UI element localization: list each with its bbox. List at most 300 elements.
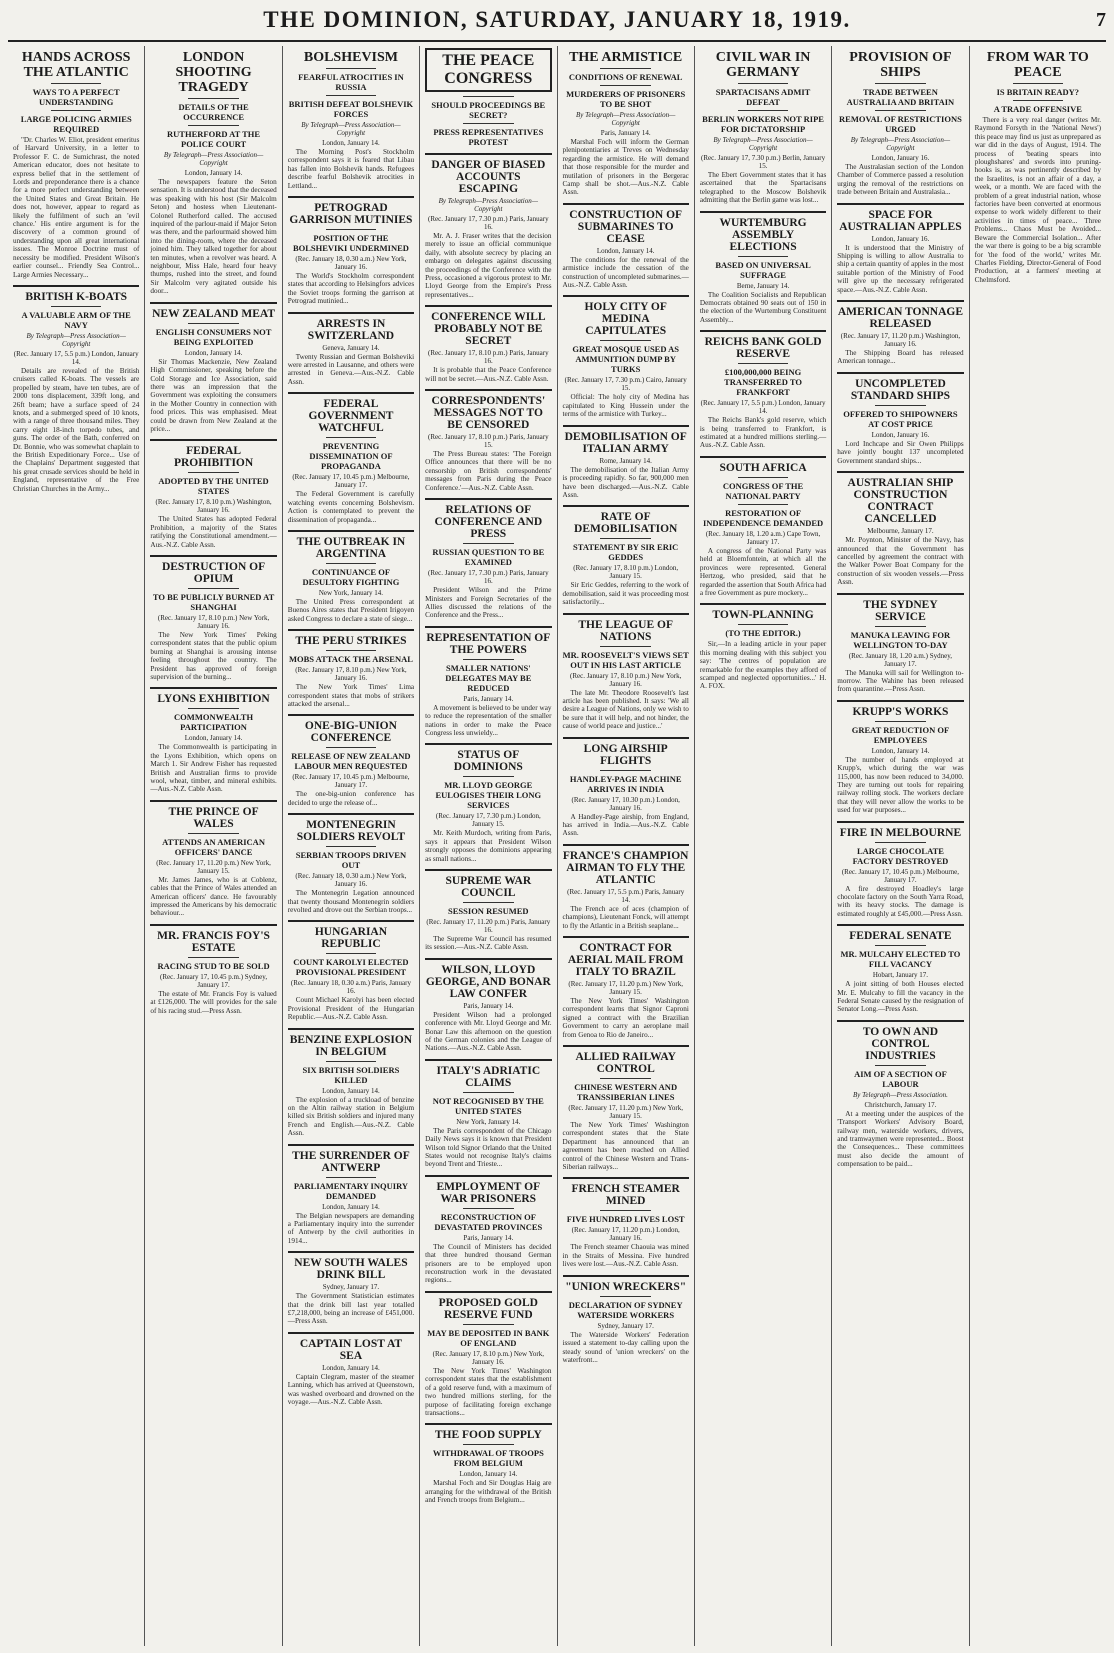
wire-credit: By Telegraph—Press Association—Copyright (301, 121, 401, 137)
story-headline: LONG AIRSHIP FLIGHTS (583, 742, 668, 767)
subhead-rule (188, 125, 239, 126)
story-divider (837, 372, 963, 374)
story-body: The Belgian newspapers are demanding a Parliamentary inquiry into the surrender of Antwerp by the civil authorities in 1914... (287, 1211, 415, 1245)
subhead-rule (326, 95, 377, 96)
story-headline: CONTRACT FOR AERIAL MAIL FROM ITALY TO BRAZIL (567, 942, 684, 978)
news-story (425, 389, 551, 492)
story-dateline: Hobart, January 17. (872, 971, 929, 980)
story-headline: THE OUTBREAK IN ARGENTINA (296, 535, 406, 560)
story-dateline: London, January 14. (459, 1470, 518, 1479)
news-column-2 (145, 46, 282, 1646)
story-dateline: (Rec. January 17, 8.10 p.m.) Paris, January 16. (428, 349, 549, 366)
story-body: A joint sitting of both Houses elected Mr. E. Mulcahy to fill the vacancy in the Federal Senate caused by the resignation of Senator Long.—Press Assn. (837, 980, 964, 1014)
story-body: The one-big-union conference has decided to urge the release of... (287, 790, 415, 807)
story-body: The United Press correspondent at Buenos Aires states that President Irigoyen asked Congress to declare a state of siege... (287, 597, 415, 623)
story-subheadline: RECONSTRUCTION OF DEVASTATED PROVINCES (434, 1211, 543, 1232)
story-subheadline: FIVE HUNDRED LIVES LOST (566, 1214, 685, 1225)
story-dateline: London, January 14. (322, 1363, 380, 1372)
story-dateline: (Rec. January 17, 11.20 p.m.) Washington, January 16. (840, 332, 961, 349)
wire-credit: By Telegraph—Press Association—Copyright (163, 151, 264, 167)
story-dateline: (Rec. January 17, 10.45 p.m.) Melbourne, January 17. (292, 773, 410, 790)
news-story (837, 50, 963, 197)
story-headline: RATE OF DEMOBILISATION (574, 511, 678, 536)
story-dateline: London, January 16. (871, 430, 930, 439)
subhead-rule (326, 1177, 377, 1178)
story-subheadline: RELEASE OF NEW ZEALAND LABOUR MEN REQUESTED (291, 751, 411, 772)
story-headline: MONTENEGRIN SOLDIERS REVOLT (296, 819, 406, 844)
story-body: The Australasian section of the London Chamber of Commerce passed a resolution urging the removal of the restrictions on trade between Britain and Australasia... (837, 163, 964, 197)
story-subheadline: MR. MULCAHY ELECTED TO FILL VACANCY (840, 949, 961, 970)
story-subheadline: HANDLEY-PAGE MACHINE ARRIVES IN INDIA (569, 773, 682, 794)
news-story (700, 603, 826, 690)
story-subheadline: CHINESE WESTERN AND TRANSSIBERIAN LINES (574, 1082, 678, 1103)
story-body: President Wilson had a prolonged conference with Mr. Lloyd George and Mr. Bonar Law this afternoon on the question of the German colonies and the League of Nations.—Aus.-N.Z. Cable Assn. (425, 1010, 552, 1053)
news-column-7 (832, 46, 969, 1646)
story-dateline: (Rec. January 17, 7.30 p.m.) Paris, January 16. (428, 215, 549, 231)
subhead-rule (738, 477, 789, 478)
story-subheadline: ADOPTED BY THE UNITED STATES (158, 476, 269, 497)
story-divider (288, 1144, 414, 1146)
story-dateline: Paris, January 14. (463, 1233, 514, 1242)
story-headline: CONFERENCE WILL PROBABLY NOT BE SECRET (431, 311, 546, 348)
story-subheadline: MANUKA LEAVING FOR WELLINGTON TO-DAY (850, 629, 951, 650)
story-dateline: London, January 14. (596, 246, 655, 255)
story-divider (288, 920, 414, 922)
subhead-rule (188, 588, 239, 589)
story-body: A movement is believed to be under way to reduce the representation of the smaller nations in order to make the Peace Congress less unwieldy... (425, 703, 552, 737)
story-headline: THE SURRENDER OF ANTWERP (292, 1149, 410, 1174)
news-story (837, 300, 963, 366)
story-headline: UNCOMPLETED STANDARD SHIPS (850, 377, 951, 402)
news-story (700, 456, 826, 597)
news-story (425, 498, 551, 620)
story-subheadline: CONGRESS OF THE NATIONAL PARTY (722, 480, 804, 501)
story-dateline: London, January 14. (184, 734, 243, 743)
subhead-rule (51, 110, 102, 111)
story-dateline: (Rec. January 17, 10.45 p.m.) Melbourne, January 17. (841, 867, 960, 884)
subhead-rule (600, 1078, 651, 1079)
story-headline: NEW ZEALAND MEAT (152, 307, 276, 320)
news-story (837, 1020, 963, 1169)
news-story (563, 50, 689, 197)
story-subheadline: LARGE POLICING ARMIES REQUIRED (20, 114, 132, 134)
story-subheadline: TRADE BETWEEN AUSTRALIA AND BRITAIN (846, 87, 955, 107)
story-headline: HUNGARIAN REPUBLIC (314, 926, 388, 951)
story-subheadline: POSITION OF THE BOLSHEVIKI UNDERMINED (292, 233, 409, 254)
story-divider (13, 285, 139, 287)
news-story (150, 50, 276, 296)
story-body: The Council of Ministers has decided that three hundred thousand German prisoners are to be employed upon reconstruction work in the devastated regions... (425, 1242, 552, 1285)
story-dateline: (Rec. January 18, 1.20 a.m.) Cape Town, January 17. (705, 529, 821, 546)
story-dateline: (Rec. January 17, 10.45 p.m.) Sydney, January 17. (160, 972, 268, 989)
story-headline: MR. FRANCIS FOY'S ESTATE (157, 929, 270, 954)
story-headline: FEDERAL PROHIBITION (173, 445, 254, 470)
story-headline: ONE-BIG-UNION CONFERENCE (304, 720, 397, 745)
subhead-rule (738, 363, 789, 364)
story-divider (288, 629, 414, 631)
story-headline: "UNION WRECKERS" (565, 1280, 687, 1293)
subhead-rule (326, 437, 377, 438)
story-headline: DEMOBILISATION OF ITALIAN ARMY (564, 430, 687, 455)
subhead-rule (326, 229, 377, 230)
subhead-rule (326, 747, 377, 748)
story-divider (288, 813, 414, 815)
story-headline: PETROGRAD GARRISON MUTINIES (289, 202, 413, 227)
story-headline: REPRESENTATION OF THE POWERS (426, 631, 551, 656)
story-headline: TOWN-PLANNING (712, 609, 814, 622)
story-headline: THE FOOD SUPPLY (434, 1429, 542, 1442)
story-body: The French ace of aces (champion of champions), Lieutenant Fonck, will attempt to fly the Atlantic in a British seaplane... (562, 904, 689, 930)
story-divider (425, 958, 551, 960)
news-story (150, 800, 276, 918)
subhead-rule (463, 1208, 514, 1209)
story-dateline: London, January 16. (871, 234, 930, 243)
story-body: The late Mr. Theodore Roosevelt's last article has been published. It says: 'We all desire a League of Nations, only we wish to be sure that it will help, and not hinder, the cause of world peace and justice...' (562, 688, 689, 731)
story-headline: ALLIED RAILWAY CONTROL (575, 1051, 676, 1076)
subhead-rule (738, 504, 789, 505)
story-body: The Morning Post's Stockholm correspondent says it is feared that Libau has fallen into Bolshevik hands. Refugees describe fearful Bolshevik atrocities in Lettland... (287, 148, 415, 190)
story-body: The New York Times' Washington correspondent states that the establishment of a gold reserve fund, with a maximum of two hundred millions sterling, for the purpose of facilitating foreign exchange transactions... (425, 1366, 552, 1417)
subhead-rule (600, 770, 651, 771)
story-subheadline: SESSION RESUMED (448, 905, 529, 916)
story-divider (288, 1028, 414, 1030)
story-body: The Paris correspondent of the Chicago Daily News says it is known that President Wilson told Signor Orlando that the United States would not recognise Italy's claims beyond Trent and Trieste... (425, 1126, 552, 1169)
story-dateline: New York, January 14. (318, 588, 384, 597)
story-divider (563, 1177, 689, 1179)
news-story (837, 821, 963, 919)
story-headline: ITALY'S ADRIATIC CLAIMS (436, 1064, 541, 1089)
story-divider (425, 305, 551, 307)
subhead-rule (600, 340, 651, 341)
story-dateline: (Rec. January 17, 8.10 p.m.) New York, January 16. (432, 1349, 545, 1366)
subhead-rule (1013, 83, 1064, 84)
story-divider (288, 530, 414, 532)
subhead-rule (326, 1061, 377, 1062)
story-dateline: London, January 14. (871, 746, 930, 755)
news-column-6 (695, 46, 832, 1646)
news-story (288, 1332, 414, 1407)
wire-credit: By Telegraph—Press Association—Copyright (26, 331, 126, 348)
story-divider (288, 392, 414, 394)
story-divider (700, 603, 826, 605)
news-story (288, 714, 414, 807)
subhead-rule (463, 1092, 514, 1093)
story-body: The French steamer Chaouia was mined in the Straits of Messina. Five hundred lives were lost.—Aus.-N.Z. Cable Assn. (562, 1243, 689, 1269)
news-story (425, 869, 551, 952)
story-divider (563, 737, 689, 739)
news-story (837, 372, 963, 465)
story-body: The Coalition Socialists and Republican Democrats obtained 90 seats out of 150 in the election of the Wurtemburg Constituent Assembly... (699, 290, 827, 324)
story-divider (288, 1251, 414, 1253)
story-dateline: (Rec. January 18, 1.20 a.m.) Sydney, January 17. (848, 651, 953, 668)
story-body: It is understood that the Ministry of Shipping is willing to allow Australia to ship a certain quantity of apples in the most suitable portion of the Ministry of Food will give up the necessary refrigerated space.—Aus.-N.Z. Cable Assn. (837, 243, 964, 294)
story-subheadline: WITHDRAWAL OF TROOPS FROM BELGIUM (432, 1448, 544, 1469)
story-divider (837, 471, 963, 473)
story-divider (837, 700, 963, 702)
story-dateline: (Rec. January 18, 0.30 a.m.) Paris, January 16. (290, 979, 411, 996)
subhead-rule (875, 1065, 926, 1066)
subhead-rule (188, 957, 239, 958)
story-body: The Manuka will sail for Wellington to-morrow. The Wahine has been released from quarantine.—Press Assn. (837, 668, 964, 694)
story-body: The New York Times' Lima correspondent states that mobs of strikers attacked the arsenal... (287, 683, 415, 708)
story-body: Sir,—In a leading article in your paper this morning dealing with this subject you say: 'The centres of population are remarkable for the examples they afford of scamped and neglected opportunities...' H. A. FOX. (699, 640, 827, 691)
story-body: A Handley-Page airship, from England, has arrived in India.—Aus.-N.Z. Cable Assn. (562, 812, 689, 838)
story-subheadline: SMALLER NATIONS' DELEGATES MAY BE REDUCED (445, 662, 532, 693)
news-story (837, 924, 963, 1014)
subhead-rule (875, 626, 926, 627)
news-story (425, 1175, 551, 1285)
news-story (563, 1275, 689, 1365)
news-story (288, 392, 414, 524)
story-divider (425, 498, 551, 500)
story-divider (837, 203, 963, 205)
news-story (425, 153, 551, 299)
story-dateline: (Rec. January 17, 8.10 p.m.) Paris, January 15. (428, 433, 549, 450)
story-headline: LYONS EXHIBITION (157, 693, 270, 706)
story-subheadline: IS BRITAIN READY? (996, 87, 1080, 97)
story-headline: ARRESTS IN SWITZERLAND (307, 317, 395, 342)
news-story (837, 203, 963, 294)
news-story (563, 936, 689, 1039)
story-body: President Wilson and the Prime Ministers and Foreign Secretaries of the Allies discussed the relations of the Conference and the Press... (425, 586, 552, 620)
story-subheadline: SERBIAN TROOPS DRIVEN OUT (295, 850, 407, 871)
story-headline: CAPTAIN LOST AT SEA (299, 1337, 403, 1362)
subhead-rule (600, 85, 651, 86)
masthead (8, 0, 1106, 42)
story-headline: REICHS BANK GOLD RESERVE (704, 336, 822, 361)
story-headline: FEDERAL SENATE (849, 930, 952, 943)
news-story (288, 196, 414, 306)
subhead-rule (600, 538, 651, 539)
news-column-1 (8, 46, 145, 1646)
story-headline: FRANCE'S CHAMPION AIRMAN TO FLY THE ATLANTIC (562, 849, 689, 886)
story-divider (150, 924, 276, 926)
news-story (563, 1177, 689, 1268)
story-body: At a meeting under the auspices of the 'Transport Workers' Advisory Board, railway men, waterside workers, drivers, and tramwaymen were represented... Boost the Consequences... These committees must also decide the amount of compensation to be paid... (837, 1109, 964, 1169)
subhead-rule (51, 83, 102, 84)
news-story (150, 687, 276, 793)
subhead-rule (188, 323, 239, 324)
story-subheadline: BRITISH DEFEAT BOLSHEVIK FORCES (288, 99, 414, 119)
story-body: The Press Bureau states: 'The Foreign Office announces that there will be no censorship on British correspondents' messages from Paris during the Peace Conference.'—Aus.-N.Z. Cable Assn. (425, 450, 552, 492)
story-dateline: (Rec. January 17, 5.5 p.m.) London, January 14. (700, 399, 826, 416)
story-subheadline: RACING STUD TO BE SOLD (157, 960, 270, 971)
news-column-5 (558, 46, 695, 1646)
story-headline: BOLSHEVISM (303, 50, 398, 65)
story-divider (563, 613, 689, 615)
subhead-rule (463, 1444, 514, 1445)
story-divider (425, 389, 551, 391)
story-divider (563, 844, 689, 846)
story-dateline: (Rec. January 17, 7.30 p.m.) Berlin, January 15. (701, 154, 826, 170)
story-dateline: (Rec. January 17, 8.10 p.m.) New York, January 16. (157, 613, 270, 630)
story-body: The number of hands employed at Krupp's, which during the war was 115,000, has now been reduced to 34,000. They are turning out tools for repairing railway rolling stock. The workers declare that they will never allow the works to be used for war purposes... (837, 755, 964, 815)
story-divider (563, 1275, 689, 1277)
story-headline: THE PERU STRIKES (295, 635, 407, 648)
story-dateline: Christchurch, January 17. (864, 1100, 937, 1109)
news-story (150, 555, 276, 681)
subhead-rule (463, 123, 514, 124)
story-subheadline: RUTHERFORD AT THE POLICE COURT (167, 129, 261, 149)
story-subheadline: CONTINUANCE OF DESULTORY FIGHTING (302, 566, 400, 587)
story-body: Mr. A. J. Fraser writes that the decision merely to issue an official communique daily, with absolute secrecy by placing an embargo on delegates against discussing the proceedings of the Conference with the Press, occasioned a vigorous protest to Mr. Lloyd George from the Empire's Press representatives... (425, 232, 552, 299)
story-divider (150, 439, 276, 441)
story-headline: CORRESPONDENTS' MESSAGES NOT TO BE CENSORED (431, 395, 546, 432)
story-divider (563, 203, 689, 205)
news-story (563, 737, 689, 838)
story-headline: THE LEAGUE OF NATIONS (578, 618, 673, 643)
story-dateline: (Rec. January 17, 8.10 p.m.) Washington, January 16. (155, 498, 272, 515)
subhead-rule (875, 842, 926, 843)
story-subheadline: MR. ROOSEVELT'S VIEWS SET OUT IN HIS LAST ARTICLE (562, 649, 689, 670)
story-headline: DANGER OF BIASED ACCOUNTS ESCAPING (431, 159, 546, 195)
story-subheadline: (TO THE EDITOR.) (725, 628, 801, 639)
story-subheadline: CONDITIONS OF RENEWAL (568, 72, 683, 82)
story-body: The Supreme War Council has resumed its session.—Aus.-N.Z. Cable Assn. (425, 934, 552, 952)
story-body: The conditions for the renewal of the armistice include the cessation of the construction of uncompleted submarines.—Aus.-N.Z. Cable Assn. (562, 255, 689, 290)
story-subheadline: REMOVAL OF RESTRICTIONS URGED (839, 114, 962, 134)
story-headline: FIRE IN MELBOURNE (839, 826, 962, 839)
story-body: The Government Statistician estimates that the drink bill last year totalled £7,218,000, being an increase of £451,000.—Press Assn. (287, 1292, 415, 1326)
story-subheadline: SHOULD PROCEEDINGS BE SECRET? (431, 100, 546, 120)
story-divider (288, 1332, 414, 1334)
story-body: The estate of Mr. Francis Foy is valued at £126,000. The will provides for the sale of his racing stud.—Press Assn. (150, 989, 277, 1015)
story-dateline: (Rec. January 17, 7.30 p.m.) Paris, January 16. (428, 569, 549, 586)
story-subheadline: GREAT MOSQUE USED AS AMMUNITION DUMP BY TURKS (572, 344, 680, 375)
story-divider (425, 1175, 551, 1177)
story-subheadline: MOBS ATTACK THE ARSENAL (288, 654, 413, 665)
story-dateline: (Rec. January 17, 8.10 p.m.) New York, January 16. (295, 666, 407, 683)
story-subheadline: ENGLISH CONSUMERS NOT BEING EXPLOITED (155, 326, 272, 347)
story-divider (425, 1059, 551, 1061)
story-dateline: Geneva, January 14. (322, 343, 380, 352)
story-headline: THE ARMISTICE (569, 50, 683, 65)
subhead-rule (738, 624, 789, 625)
news-story (425, 1059, 551, 1169)
story-body: The demobilisation of the Italian Army is proceeding rapidly. So far, 900,000 men have been discharged.—Aus.-N.Z. Cable Assn. (562, 465, 689, 499)
story-divider (563, 425, 689, 427)
story-subheadline: MAY BE DEPOSITED IN BANK OF ENGLAND (427, 1327, 550, 1348)
page-number: 7 (1096, 8, 1106, 31)
story-divider (288, 196, 414, 198)
columns-container (8, 46, 1106, 1646)
news-story (837, 471, 963, 586)
news-story (150, 439, 276, 549)
story-dateline: (Rec. January 17, 11.20 p.m.) New York, January 15. (156, 858, 271, 875)
story-divider (425, 626, 551, 628)
subhead-rule (600, 68, 651, 69)
subhead-rule (738, 110, 789, 111)
subhead-rule (463, 776, 514, 777)
story-dateline: London, January 14. (184, 169, 243, 177)
story-dateline: (Rec. January 17, 11.20 p.m.) New York, January 15. (568, 1104, 684, 1121)
news-column-4 (420, 46, 557, 1646)
story-dateline: (Rec. January 17, 5.5 p.m.) Paris, January 14. (567, 887, 685, 904)
story-body: Mr. Keith Murdoch, writing from Paris, says it appears that President Wilson strongly opposes the dominions appearing as small nations... (425, 829, 552, 863)
story-dateline: (Rec. January 17, 10.30 p.m.) London, January 16. (571, 795, 680, 812)
story-divider (150, 800, 276, 802)
story-subheadline: ATTENDS AN AMERICAN OFFICERS' DANCE (162, 836, 265, 857)
wire-credit: By Telegraph—Press Association—Copyright (850, 136, 951, 152)
story-divider (150, 687, 276, 689)
subhead-rule (51, 306, 102, 307)
story-headline: HANDS ACROSS THE ATLANTIC (21, 50, 131, 80)
subhead-rule (326, 650, 377, 651)
story-divider (837, 1020, 963, 1022)
story-headline: SOUTH AFRICA (719, 461, 807, 474)
news-story (13, 285, 139, 493)
story-subheadline: AIM OF A SECTION OF LABOUR (854, 1068, 947, 1089)
story-body: The Montenegrin Legation announced that twenty thousand Montenegrin soldiers revolted and drove out the Serbian troops... (287, 889, 415, 914)
subhead-rule (188, 472, 239, 473)
story-divider (425, 869, 551, 871)
story-body: The World's Stockholm correspondent states that according to Helsingfors advices the Soviet troops forming the garrison at Petrograd mutinied... (287, 272, 415, 306)
story-subheadline: FEARFUL ATROCITIES IN RUSSIA (298, 72, 404, 92)
story-subheadline: WAYS TO A PERFECT UNDERSTANDING (32, 87, 120, 107)
story-divider (288, 312, 414, 314)
story-headline: NEW SOUTH WALES DRINK BILL (294, 1257, 408, 1282)
subhead-rule (326, 563, 377, 564)
news-story (425, 743, 551, 863)
story-divider (837, 821, 963, 823)
news-story (288, 1144, 414, 1246)
story-subheadline: PREVENTING DISSEMINATION OF PROPAGANDA (309, 441, 393, 472)
story-headline: BENZINE EXPLOSION IN BELGIUM (289, 1033, 413, 1058)
story-subheadline: BASED ON UNIVERSAL SUFFRAGE (715, 259, 811, 280)
story-body: The New York Times' Washington correspondent learns that Signor Caproni signed a contract with the Brazilian Government to carry an aeroplane mail from Genoa to Rio de Janeiro... (562, 997, 689, 1039)
story-divider (425, 153, 551, 155)
story-body: Mr. James James, who is at Coblenz, cables that the Prince of Wales attended an American officers' dance. He favourably impressed the Americans by his democratic behaviour... (150, 875, 277, 918)
story-body: Count Michael Karolyi has been elected Provisional President of the Hungarian Republic.—Aus.-N.Z. Cable Assn. (287, 996, 415, 1022)
story-headline: RELATIONS OF CONFERENCE AND PRESS (434, 504, 543, 541)
story-headline: DESTRUCTION OF OPIUM (161, 560, 266, 585)
news-story (563, 505, 689, 606)
news-story (563, 425, 689, 500)
news-story (288, 50, 414, 190)
story-dateline: (Rec. January 17, 7.30 p.m.) Cairo, January 15. (564, 376, 687, 393)
story-dateline: Paris, January 14. (463, 694, 514, 703)
story-subheadline: RUSSIAN QUESTION TO BE EXAMINED (432, 547, 545, 568)
story-divider (700, 211, 826, 213)
news-story (563, 613, 689, 731)
news-story (837, 593, 963, 694)
story-body: Mr. Poynton, Minister of the Navy, has announced that the Government has cancelled by agreement the contract with the Walker Power Boat Company for the construction of six wooden vessels.—Press Assn. (837, 536, 964, 587)
story-body: Lord Inchcape and Sir Owen Philipps have jointly bought 137 uncompleted Government standard ships... (837, 439, 964, 465)
story-subheadline: OFFERED TO SHIPOWNERS AT COST PRICE (843, 408, 958, 429)
story-body: It is probable that the Peace Conference will not be secret.—Aus.-N.Z. Cable Assn. (425, 366, 552, 383)
story-headline: EMPLOYMENT OF WAR PRISONERS (436, 1180, 541, 1205)
story-headline: SUPREME WAR COUNCIL (445, 874, 532, 899)
story-body: "Dr. Charles W. Eliot, president emeritus of Harvard University, in a letter to Professor F. C. de Sumichrast, the noted American educator, does not hesitate to express belief that in the settlement of Lords and preponderance there is a chance for a more perfect understanding between the United States and Great Britain. He does not, however, appear to regard as likely the fulfilment of such an 'evil chance.' His entire argument is for the discovery of a common ground of understanding upon all great international issues. The Monroe Doctrine must of necessity be modified. President Wilson's earlier counsel... Friendly Sea Control... Large Armies Necessary... (13, 136, 140, 279)
subhead-rule (738, 256, 789, 257)
story-headline: TO OWN AND CONTROL INDUSTRIES (862, 1025, 939, 1062)
story-divider (837, 924, 963, 926)
story-body: There is a very real danger (writes Mr. Raymond Forsyth in the 'National News') this peace may find us just as unprepared as war did in the days of August, 1914. The process of 'beating spears into ploughshares' and swords into pruning-hooks is, as was pertinently described by the Israelites, is not an affair of a day, a week, or a month. We are faced with the problem of a great industrial nation, whose factories have been converted at enormous expense to work widely different to their activities in times of peace... Three Problems... Chaos Must be Avoided... Beware the Commercial Isolation... After the war there is going to be a big scramble for 'the food of the world,' writes Mr. Charles Fielding, Director-General of Food Production, at a farmers' meeting at Chelmsford. (974, 116, 1101, 284)
news-story (700, 50, 826, 205)
story-dateline: (Rec. January 17, 8.10 p.m.) London, January 15. (573, 564, 679, 581)
story-subheadline: PARLIAMENTARY INQUIRY DEMANDED (293, 1180, 409, 1201)
news-story (563, 1045, 689, 1171)
story-dateline: (Rec. January 17, 7.30 p.m.) London, January 15. (435, 812, 541, 829)
news-story (425, 958, 551, 1053)
story-headline: PROVISION OF SHIPS (849, 50, 952, 80)
story-divider (425, 1291, 551, 1293)
news-story (425, 305, 551, 383)
story-body: The Reichs Bank's gold reserve, which is being transferred to Frankfort, is estimated at a hundred millions sterling.—Aus.-N.Z. Cable Assn. (699, 416, 827, 450)
story-divider (288, 714, 414, 716)
subhead-rule (188, 708, 239, 709)
story-subheadline: £100,000,000 BEING TRANSFERRED TO FRANKFORT (724, 367, 802, 398)
